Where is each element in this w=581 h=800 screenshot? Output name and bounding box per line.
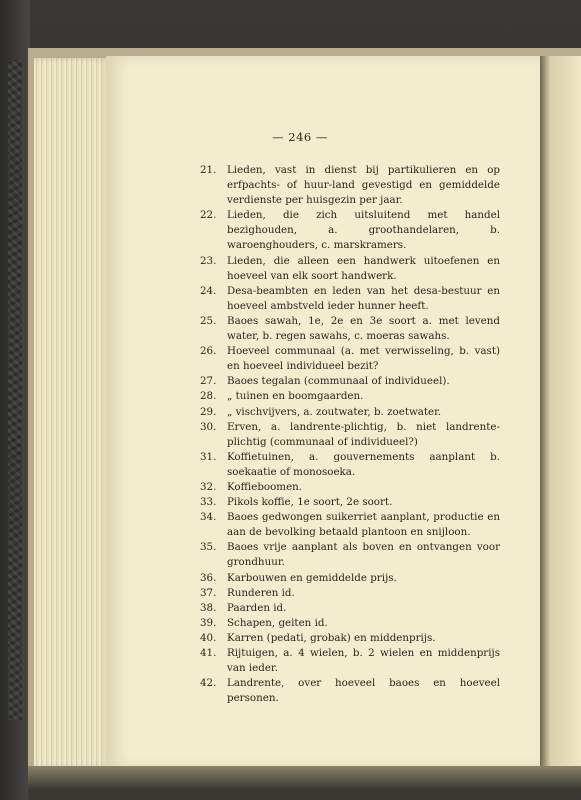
marbled-endpaper: [8, 60, 22, 720]
entry-text: Lieden, vast in dienst bij partikulieren en op erfpachts- of huur-land gevestigd en gemiddelde verdienste per huisgezin per jaar.: [227, 164, 500, 207]
entry-number: 26.: [200, 345, 217, 358]
entry-number: 30.: [200, 420, 217, 433]
entry-text: „ vischvijvers, a. zoutwater, b. zoetwater.: [227, 405, 442, 418]
entry-text: Baoes gedwongen suikerriet aanplant, productie en aan de bevolking betaald plantoon en snijloon.: [227, 511, 500, 539]
list-item: [200, 510, 500, 540]
list-item: [200, 208, 500, 253]
entry-number: 41.: [200, 647, 217, 659]
entry-text: Karren (pedati, grobak) en middenprijs.: [227, 631, 436, 644]
list-item: [200, 254, 500, 284]
entry-text: Lieden, die zich uitsluitend met handel bezighouden, a. groothandelaren, b. waroenghouders, c. marskramers.: [227, 209, 500, 252]
list-item: [200, 646, 500, 676]
page-stack-edges: [34, 58, 110, 768]
entry-text: Koffietuinen, a. gouvernements aanplant b. soekaatie of monosoeka.: [227, 450, 500, 478]
list-item: [200, 389, 500, 404]
entry-text: Lieden, die alleen een handwerk uitoefenen en hoeveel van elk soort handwerk.: [227, 254, 500, 282]
next-page-edge: [540, 56, 581, 768]
book-cover-edge: [0, 0, 30, 800]
list-item: [200, 571, 500, 586]
list-item: [200, 601, 500, 616]
entry-number: 42.: [200, 677, 217, 690]
entry-text: „ tuinen en boomgaarden.: [227, 390, 364, 403]
entry-text: Pikols koffie, 1e soort, 2e soort.: [227, 496, 393, 509]
entry-text: Baoes vrije aanplant als boven en ontvangen voor grondhuur.: [227, 541, 500, 569]
entry-number: 28.: [200, 390, 217, 403]
entry-number: 21.: [200, 164, 217, 176]
entry-number: 27.: [200, 375, 217, 388]
entry-text: Runderen id.: [227, 586, 295, 599]
entry-text: Schapen, geiten id.: [227, 616, 328, 629]
entry-number: 23.: [200, 254, 217, 267]
entry-text: Hoeveel communaal (a. met verwisseling, b. vast) en hoeveel individueel bezit?: [227, 345, 500, 373]
entry-text: Landrente, over hoeveel baoes en hoeveel personen.: [227, 677, 500, 705]
entry-number: 36.: [200, 571, 217, 584]
entry-number: 34.: [200, 511, 217, 524]
list-item: [200, 450, 500, 480]
entry-text: Erven, a. landrente-plichtig, b. niet landrente-plichtig (communaal of individueel?): [227, 420, 500, 448]
page-number: — 246 —: [272, 130, 328, 144]
list-item: [200, 314, 500, 344]
list-item: [200, 540, 500, 570]
entry-number: 39.: [200, 616, 217, 629]
bottom-shadow: [28, 766, 581, 800]
entry-number: 35.: [200, 541, 217, 554]
entry-number: 37.: [200, 586, 217, 599]
entry-number: 31.: [200, 450, 217, 463]
entry-number: 38.: [200, 601, 217, 614]
list-item: [200, 374, 500, 389]
list-item: [200, 616, 500, 631]
list-item: [200, 480, 500, 495]
entry-text: Baoes sawah, 1e, 2e en 3e soort a. met levend water, b. regen sawahs, c. moeras sawahs.: [227, 314, 500, 343]
entry-number: 32.: [200, 480, 217, 493]
list-item: [200, 631, 500, 646]
entry-number: 24.: [200, 284, 217, 297]
list-item: [200, 284, 500, 314]
entry-list: [200, 163, 500, 706]
list-item: [200, 405, 500, 420]
list-item: [200, 495, 500, 510]
entry-text: Desa-beambten en leden van het desa-bestuur en hoeveel ambstveld ieder hunner heeft.: [227, 284, 500, 312]
list-item: [200, 676, 500, 706]
list-item: [200, 420, 500, 450]
list-item: [200, 586, 500, 601]
list-item: [200, 344, 500, 374]
entry-number: 33.: [200, 496, 217, 509]
entry-number: 25.: [200, 314, 217, 327]
entry-text: Karbouwen en gemiddelde prijs.: [227, 571, 397, 584]
entry-text: Rijtuigen, a. 4 wielen, b. 2 wielen en middenprijs van ieder.: [227, 647, 500, 675]
entry-text: Paarden id.: [227, 601, 287, 614]
entry-text: Koffieboomen.: [227, 480, 303, 493]
entry-text: Baoes tegalan (communaal of individueel).: [227, 375, 450, 388]
entry-number: 29.: [200, 405, 217, 418]
entry-number: 40.: [200, 631, 217, 644]
entry-number: 22.: [200, 209, 217, 222]
list-item: [200, 163, 500, 208]
